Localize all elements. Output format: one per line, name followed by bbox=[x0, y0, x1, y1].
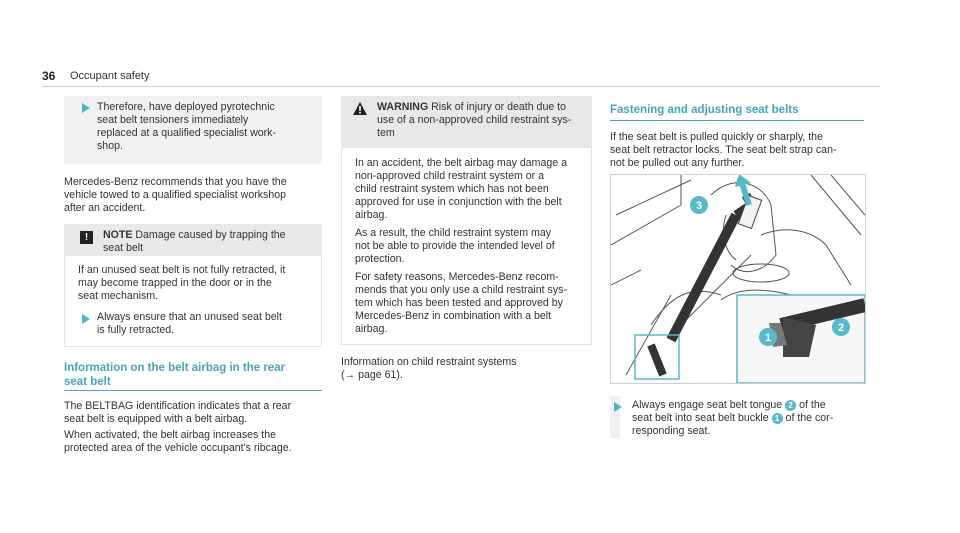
text-line: airbag. bbox=[355, 209, 388, 221]
callout-1: 1 bbox=[764, 332, 772, 344]
text-line: Mercedes-Benz in combination with a belt bbox=[355, 310, 552, 322]
note-body bbox=[78, 264, 318, 303]
text-line: The BELTBAG identification indicates that a rear bbox=[64, 400, 292, 412]
text-line: approved for use in conjunction with the belt bbox=[355, 196, 562, 208]
heading-rule bbox=[64, 390, 322, 391]
text-segment: seat belt into seat belt buckle bbox=[632, 412, 769, 424]
text-segment: of the cor- bbox=[785, 412, 834, 424]
text-line: If the seat belt is pulled quickly or sharply, the bbox=[610, 131, 823, 143]
step-line: Therefore, have deployed pyrotechnic bbox=[97, 101, 275, 113]
note-title-text: Damage caused by trapping the bbox=[135, 229, 286, 241]
warning-label: WARNING bbox=[377, 101, 429, 113]
note-title-text: seat belt bbox=[103, 242, 144, 254]
step-line: shop. bbox=[97, 140, 123, 152]
warning-title-text: Risk of injury or death due to bbox=[431, 101, 567, 113]
paragraph bbox=[64, 176, 334, 215]
heading-rule bbox=[610, 120, 864, 121]
paragraph bbox=[64, 400, 334, 426]
callout-3: 3 bbox=[695, 200, 703, 212]
note-exclamation-icon: ! bbox=[80, 231, 93, 244]
warning-title bbox=[377, 101, 589, 140]
warning-title-text: tem bbox=[377, 127, 395, 139]
section-heading bbox=[64, 361, 334, 389]
text-line: seat mechanism. bbox=[78, 290, 159, 302]
page-number: 36 bbox=[42, 69, 56, 83]
warning-body bbox=[355, 157, 589, 336]
heading-line: Information on the belt airbag in the rear bbox=[64, 362, 286, 374]
text-line: airbag. bbox=[355, 323, 388, 335]
text-line: seat belt retractor locks. The seat belt strap can- bbox=[610, 144, 837, 156]
text-line: vehicle towed to a qualified specialist workshop bbox=[64, 189, 287, 201]
section-title: Occupant safety bbox=[70, 70, 150, 82]
text-line: Mercedes-Benz recommends that you have the bbox=[64, 176, 287, 188]
paragraph bbox=[64, 429, 334, 455]
header-rule bbox=[42, 86, 880, 87]
text-line: As a result, the child restraint system may bbox=[355, 227, 552, 239]
step-arrow-icon bbox=[614, 402, 622, 412]
text-line: protection. bbox=[355, 253, 405, 265]
step-text bbox=[632, 399, 868, 438]
step-text bbox=[97, 101, 317, 153]
text-segment: responding seat. bbox=[632, 425, 711, 437]
seat-belt-illustration bbox=[610, 174, 866, 384]
text-line: child restraint system which has not been bbox=[355, 183, 549, 195]
text-segment: of the bbox=[799, 399, 826, 411]
info-paragraph bbox=[341, 356, 591, 382]
text-line: non-approved child restraint system or a bbox=[355, 170, 545, 182]
note-step bbox=[97, 311, 317, 337]
text-line: If an unused seat belt is not fully retracted, it bbox=[78, 264, 286, 276]
warning-triangle-icon bbox=[353, 102, 367, 115]
car-interior-drawing bbox=[611, 175, 865, 383]
text-line: For safety reasons, Mercedes-Benz recom- bbox=[355, 271, 559, 283]
step-line: seat belt tensioners immediately bbox=[97, 114, 249, 126]
page-link[interactable]: (→ page 61). bbox=[341, 369, 403, 381]
paragraph bbox=[610, 131, 872, 170]
text-line: not be able to provide the intended level of bbox=[355, 240, 555, 252]
callout-badge-2: 2 bbox=[785, 400, 796, 411]
note-title bbox=[103, 229, 318, 255]
text-line: When activated, the belt airbag increases the bbox=[64, 429, 276, 441]
step-arrow-icon bbox=[82, 103, 90, 113]
text-segment: Always engage seat belt tongue bbox=[632, 399, 783, 411]
section-heading: Fastening and adjusting seat belts bbox=[610, 104, 799, 116]
step-line: replaced at a qualified specialist work- bbox=[97, 127, 277, 139]
text-line: Always ensure that an unused seat belt bbox=[97, 311, 282, 323]
text-line: protected area of the vehicle occupant's ribcage. bbox=[64, 442, 292, 454]
text-line: Information on child restraint systems bbox=[341, 356, 517, 368]
step-arrow-icon bbox=[82, 314, 90, 324]
text-line: In an accident, the belt airbag may damage a bbox=[355, 157, 568, 169]
callout-badge-1: 1 bbox=[772, 413, 783, 424]
heading-line: seat belt bbox=[64, 376, 111, 388]
warning-title-text: use of a non-approved child restraint sys- bbox=[377, 114, 572, 126]
note-label: NOTE bbox=[103, 229, 133, 241]
text-line: seat belt is equipped with a belt airbag. bbox=[64, 413, 248, 425]
text-line: not be pulled out any further. bbox=[610, 157, 745, 169]
callout-2: 2 bbox=[837, 322, 845, 334]
text-line: may become trapped in the door or in the bbox=[78, 277, 272, 289]
text-line: mends that you only use a child restraint sys- bbox=[355, 284, 567, 296]
text-line: is fully retracted. bbox=[97, 324, 175, 336]
text-line: after an accident. bbox=[64, 202, 146, 214]
text-line: tem which has been tested and approved by bbox=[355, 297, 563, 309]
